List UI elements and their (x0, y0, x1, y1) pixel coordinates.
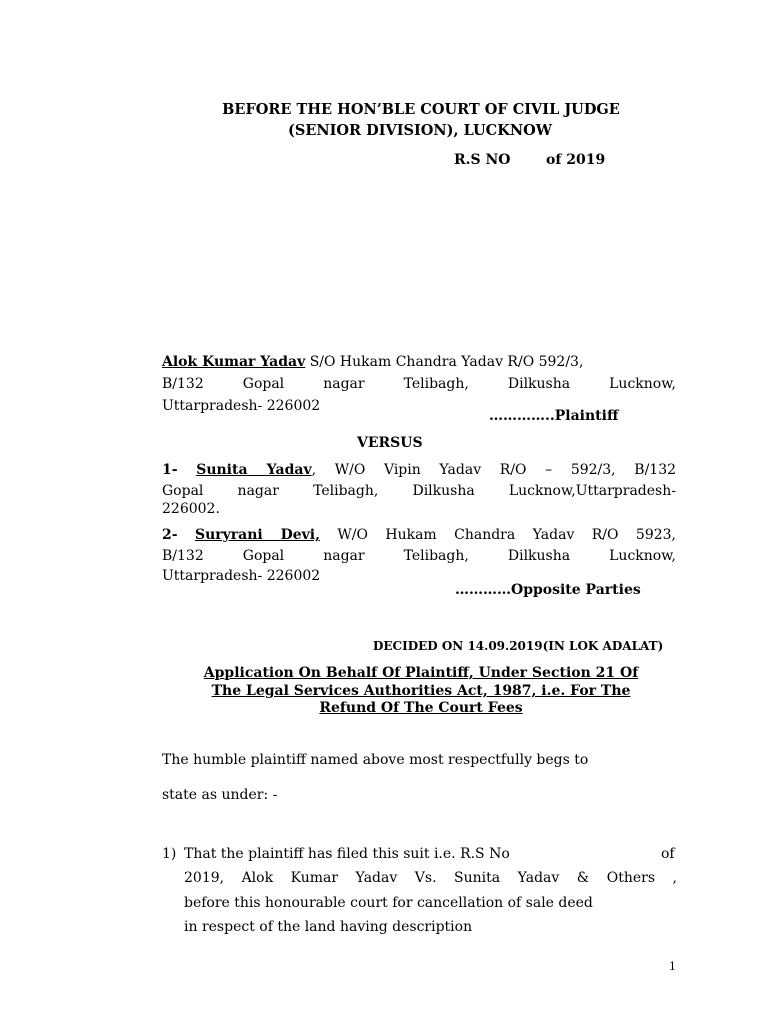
case-number-prefix: R.S NO (454, 152, 511, 168)
court-title-line2: (SENIOR DIVISION), LUCKNOW (288, 122, 552, 139)
defendant-2-block (162, 527, 676, 587)
application-title-line2: The Legal Services Authorities Act, 1987, i.e. For The (211, 683, 631, 699)
para1-line1: That the plaintiff has filed this suit i.e. R.S No (184, 846, 510, 862)
plaintiff-name: Alok Kumar Yadav (162, 354, 306, 370)
plaintiff-address-line3: Uttarpradesh- 226002 (162, 398, 321, 414)
defendant-1-block (162, 462, 676, 520)
case-number-year: of 2019 (546, 152, 606, 168)
opposite-parties-dots: ………… (455, 582, 511, 598)
plaintiff-role-label: Plaintiff (554, 408, 619, 424)
intro-line2: state as under: - (162, 787, 278, 803)
plaintiff-role (489, 407, 618, 425)
defendant-1-address-line3: 226002. (162, 501, 220, 517)
para1-line1-end: of (661, 846, 675, 862)
defendant-2-relation: W/O Hukam Chandra Yadav R/O 5923, (319, 527, 676, 543)
court-title-line1: BEFORE THE HON’BLE COURT OF CIVIL JUDGE (222, 101, 620, 118)
decided-date: DECIDED ON 14.09.2019(IN LOK ADALAT) (373, 639, 664, 653)
para1-line4: in respect of the land having description (184, 919, 473, 935)
para1-line3: before this honourable court for cancellation of sale deed (184, 895, 593, 911)
defendant-1-address-line2: Gopal nagar Telibagh, Dilkusha Lucknow,Uttarpradesh- (162, 483, 676, 499)
application-title-line3: Refund Of The Court Fees (319, 700, 523, 716)
application-title-line1: Application On Behalf Of Plaintiff, Under Section 21 Of (203, 665, 639, 681)
plaintiff-relation: S/O Hukam Chandra Yadav R/O 592/3, (305, 354, 584, 370)
plaintiff-address-line2: B/132 Gopal nagar Telibagh, Dilkusha Lucknow, (162, 376, 676, 392)
versus-label: VERSUS (357, 435, 423, 451)
opposite-parties-label: Opposite Parties (511, 582, 641, 598)
plaintiff-role-dots: ………….. (489, 408, 555, 424)
defendant-2-number: 2- (162, 527, 178, 543)
defendant-2-address-line2: B/132 Gopal nagar Telibagh, Dilkusha Lucknow, (162, 548, 676, 564)
defendant-1-number: 1- (162, 462, 178, 478)
defendant-1-relation: , W/O Vipin Yadav R/O – 592/3, B/132 (311, 462, 677, 478)
page-number: 1 (669, 960, 676, 973)
para1-line2: 2019, Alok Kumar Yadav Vs. Sunita Yadav & Others , (184, 870, 677, 886)
intro-line1: The humble plaintiff named above most respectfully begs to (162, 752, 589, 768)
opposite-parties-role (455, 581, 641, 599)
defendant-1-name: Sunita Yadav (196, 462, 312, 478)
defendant-2-address-line3: Uttarpradesh- 226002 (162, 568, 321, 584)
defendant-2-name: Suryrani Devi, (194, 527, 320, 543)
para1-number: 1) (162, 846, 177, 862)
